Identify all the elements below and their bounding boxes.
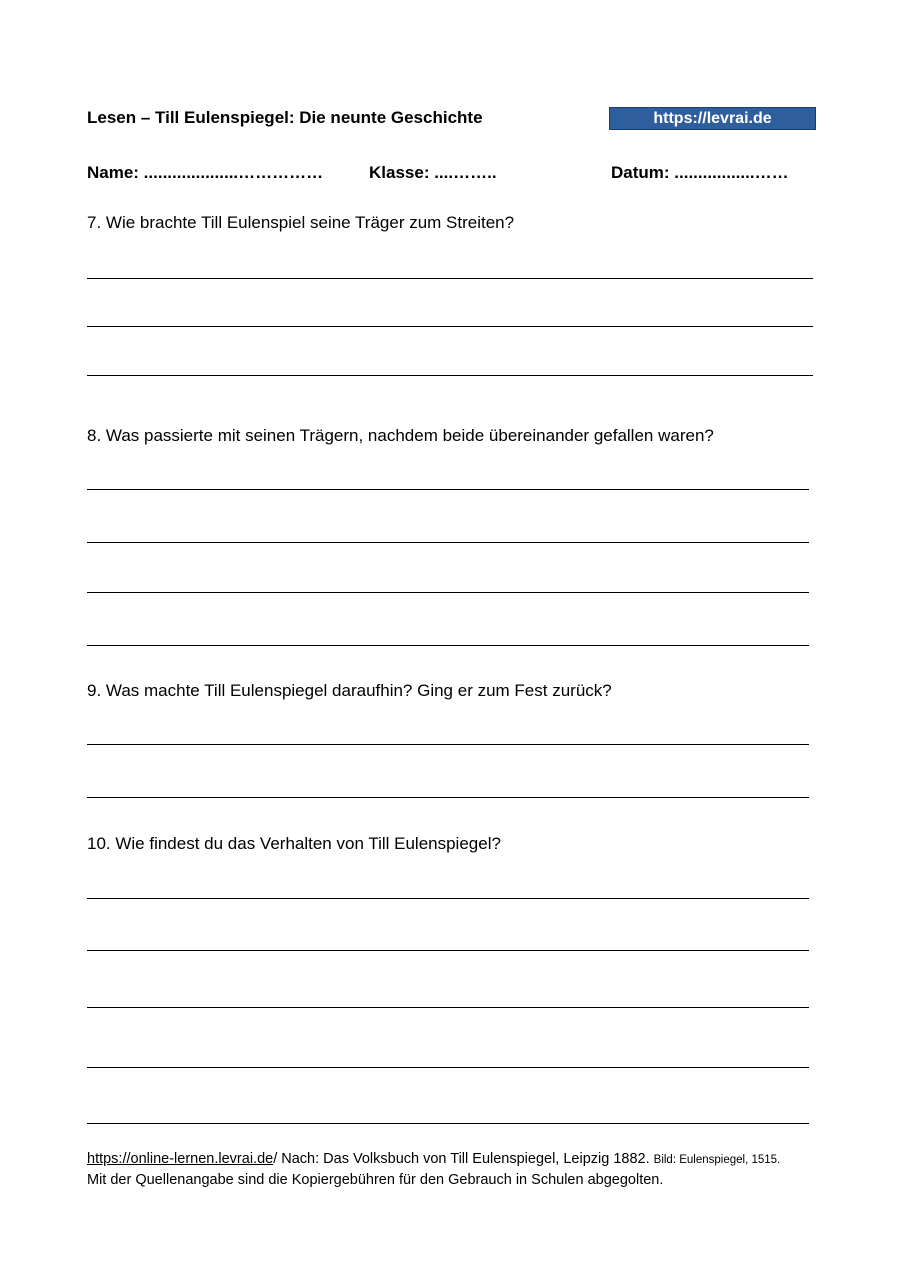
answer-line[interactable] (87, 950, 809, 951)
copyright-note: Mit der Quellenangabe sind die Kopiergebühren für den Gebrauch in Schulen abgegolten. (87, 1172, 664, 1188)
answer-line[interactable] (87, 326, 813, 327)
question-10: 10. Wie findest du das Verhalten von Till Eulenspiegel? (87, 834, 501, 853)
question-8: 8. Was passierte mit seinen Trägern, nachdem beide übereinander gefallen waren? (87, 426, 714, 445)
footer-source (87, 1149, 780, 1190)
source-link[interactable]: https://online-lernen.levrai.de (87, 1151, 274, 1167)
klasse-field-label: Klasse: ....…….. (369, 163, 497, 182)
image-credit: Bild: Eulenspiegel, 1515. (653, 1154, 781, 1166)
name-field-label: Name: ....................…………… (87, 163, 324, 182)
answer-line[interactable] (87, 797, 809, 798)
question-7: 7. Wie brachte Till Eulenspiel seine Träger zum Streiten? (87, 213, 515, 232)
website-badge[interactable]: https://levrai.de (609, 107, 816, 130)
answer-line[interactable] (87, 898, 809, 899)
answer-line[interactable] (87, 278, 813, 279)
source-text: / Nach: Das Volksbuch von Till Eulenspiegel, Leipzig 1882. (273, 1151, 650, 1167)
answer-line[interactable] (87, 645, 809, 646)
answer-line[interactable] (87, 1123, 809, 1124)
answer-line[interactable] (87, 592, 809, 593)
answer-line[interactable] (87, 1067, 809, 1068)
datum-field-label: Datum: .................…… (611, 163, 789, 182)
answer-line[interactable] (87, 1007, 809, 1008)
answer-line[interactable] (87, 375, 813, 376)
answer-line[interactable] (87, 744, 809, 745)
answer-line[interactable] (87, 489, 809, 490)
question-9: 9. Was machte Till Eulenspiegel daraufhin? Ging er zum Fest zurück? (87, 681, 612, 700)
answer-line[interactable] (87, 542, 809, 543)
footer-line-1 (87, 1149, 780, 1170)
worksheet-title: Lesen – Till Eulenspiegel: Die neunte Geschichte (87, 108, 483, 127)
